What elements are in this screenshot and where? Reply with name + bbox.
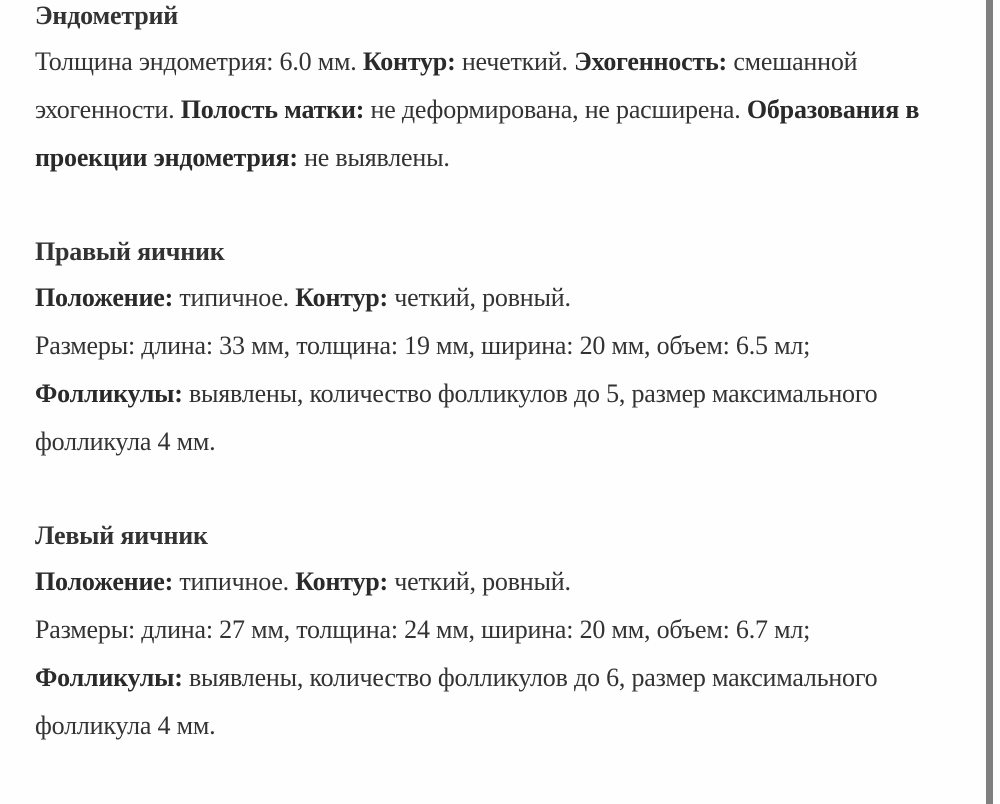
vertical-scrollbar[interactable] [986,0,993,804]
label-contour: Контур: [295,567,388,596]
text: Размеры: длина: 33 мм, толщина: 19 мм, ширина: 20 мм, объем: 6.5 мл; [35,331,811,360]
text: четкий, ровный. [387,283,571,312]
text: смешанной эхогенности. [35,47,858,124]
label-echogenicity: Эхогенность: [574,47,728,76]
left-ovary-dimensions [35,606,955,750]
text: нечеткий. [455,47,575,76]
text: выявлены, количество фолликулов до 6, размер максимального фолликула 4 мм. [35,663,878,740]
report-content [35,0,955,750]
text: четкий, ровный. [387,567,571,596]
section-left-ovary [35,514,955,750]
section-right-ovary [35,230,955,466]
text: не выявлены. [297,143,450,172]
label-contour: Контур: [362,47,456,76]
section-title: Эндометрий [35,1,179,30]
text: типичное. [173,283,296,312]
right-ovary-dimensions [35,322,955,466]
section-endometrium [35,0,955,182]
text: выявлены, количество фолликулов до 5, размер максимального фолликула 4 мм. [35,379,878,456]
label-follicles: Фолликулы: [35,379,183,408]
text: не деформирована, не расширена. [364,95,747,124]
left-ovary-position [35,558,955,606]
endometrium-findings [35,38,955,182]
section-title: Левый яичник [35,521,208,550]
label-follicles: Фолликулы: [35,663,183,692]
right-ovary-position [35,274,955,322]
label-position: Положение: [35,567,174,596]
label-position: Положение: [35,283,174,312]
text: Размеры: длина: 27 мм, толщина: 24 мм, ширина: 20 мм, объем: 6.7 мл; [35,615,811,644]
label-uterine-cavity: Полость матки: [180,95,365,124]
text: типичное. [173,567,296,596]
label-contour: Контур: [295,283,388,312]
section-title: Правый яичник [35,237,225,266]
text: Толщина эндометрия: 6.0 мм. [35,47,363,76]
label-formations: Образования в проекции эндометрия: [35,95,920,172]
